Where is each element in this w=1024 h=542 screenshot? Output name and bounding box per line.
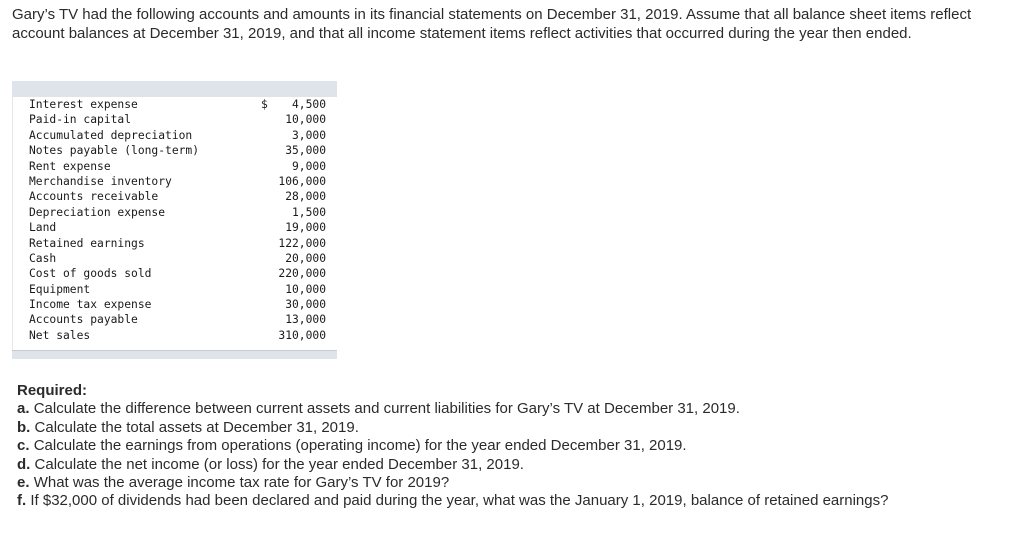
account-label: Rent expense bbox=[29, 159, 111, 173]
required-item-e bbox=[17, 474, 1007, 492]
account-label: Depreciation expense bbox=[29, 205, 166, 219]
account-label: Accounts receivable bbox=[29, 190, 159, 204]
account-amount: 3,000 bbox=[291, 128, 326, 142]
account-label: Income tax expense bbox=[29, 298, 152, 312]
item-letter: a. bbox=[17, 400, 30, 418]
table-row bbox=[12, 112, 337, 127]
account-amount: 19,000 bbox=[285, 221, 326, 235]
account-label: Merchandise inventory bbox=[29, 174, 172, 188]
required-item-a bbox=[17, 400, 1007, 418]
currency-symbol: $ bbox=[261, 98, 268, 111]
item-text: If $32,000 of dividends had been declared and paid during the year, what was the January 1, 2019, balance of retained earnings? bbox=[30, 492, 889, 510]
account-amount: 30,000 bbox=[285, 298, 326, 312]
account-amount: 220,000 bbox=[278, 267, 326, 281]
table-row bbox=[12, 174, 337, 189]
account-amount: 10,000 bbox=[285, 282, 326, 296]
required-item-d bbox=[17, 456, 1007, 474]
account-label: Interest expense bbox=[29, 98, 138, 111]
table-row bbox=[12, 143, 337, 158]
table-row bbox=[12, 312, 337, 327]
table-footer-bar bbox=[12, 350, 337, 359]
account-amount: 20,000 bbox=[285, 251, 326, 265]
table-row bbox=[12, 220, 337, 235]
item-letter: f. bbox=[17, 492, 27, 510]
account-amount: 106,000 bbox=[278, 174, 326, 188]
account-amount: 310,000 bbox=[278, 328, 326, 342]
required-item-b bbox=[17, 419, 1007, 437]
table-row bbox=[12, 97, 337, 112]
table-row bbox=[12, 159, 337, 174]
item-letter: e. bbox=[17, 474, 30, 492]
account-label: Paid-in capital bbox=[29, 113, 132, 127]
item-text: What was the average income tax rate for Gary’s TV for 2019? bbox=[33, 474, 450, 492]
account-amount: 9,000 bbox=[291, 159, 326, 173]
account-label: Land bbox=[29, 221, 57, 235]
table-header-bar bbox=[12, 81, 337, 97]
account-label: Retained earnings bbox=[29, 236, 145, 250]
account-label: Accumulated depreciation bbox=[29, 128, 193, 142]
accounts-table bbox=[12, 81, 337, 358]
table-row bbox=[12, 251, 337, 266]
required-item-f bbox=[17, 492, 1007, 510]
table-row bbox=[12, 328, 337, 343]
item-text: Calculate the earnings from operations (operating income) for the year ended December 31, 2019. bbox=[33, 437, 687, 455]
required-item-c bbox=[17, 437, 1007, 455]
account-amount: 1,500 bbox=[291, 205, 326, 219]
account-label: Notes payable (long-term) bbox=[29, 144, 200, 158]
item-letter: d. bbox=[17, 455, 31, 473]
table-row bbox=[12, 236, 337, 251]
accounts-rows bbox=[12, 97, 337, 343]
account-label: Equipment bbox=[29, 282, 91, 296]
table-row bbox=[12, 189, 337, 204]
problem-intro: Gary’s TV had the following accounts and amounts in its financial statements on December 31, 2019. Assume that all balance sheet items reflect account balances at December 31, 2019, and that all income statement items reflect activities that occurred during the year then ended. bbox=[12, 6, 972, 42]
account-amount: 4,500 bbox=[291, 98, 326, 111]
account-amount: 13,000 bbox=[285, 313, 326, 327]
table-row bbox=[12, 297, 337, 312]
item-letter: c. bbox=[17, 437, 30, 455]
required-section bbox=[17, 382, 1007, 511]
table-row bbox=[12, 282, 337, 297]
table-row bbox=[12, 128, 337, 143]
account-label: Accounts payable bbox=[29, 313, 138, 327]
required-heading: Required: bbox=[17, 382, 88, 399]
account-label: Cash bbox=[29, 251, 57, 265]
account-amount: 122,000 bbox=[278, 236, 326, 250]
account-amount: 28,000 bbox=[285, 190, 326, 204]
account-label: Cost of goods sold bbox=[29, 267, 152, 281]
table-row bbox=[12, 266, 337, 281]
account-label: Net sales bbox=[29, 328, 91, 342]
account-amount: 10,000 bbox=[285, 113, 326, 127]
item-letter: b. bbox=[17, 418, 31, 436]
item-text: Calculate the net income (or loss) for the year ended December 31, 2019. bbox=[34, 455, 524, 473]
account-amount: 35,000 bbox=[285, 144, 326, 158]
table-row bbox=[12, 205, 337, 220]
item-text: Calculate the total assets at December 31, 2019. bbox=[34, 418, 359, 436]
item-text: Calculate the difference between current assets and current liabilities for Gary’s TV at December 31, 2019. bbox=[33, 400, 740, 418]
